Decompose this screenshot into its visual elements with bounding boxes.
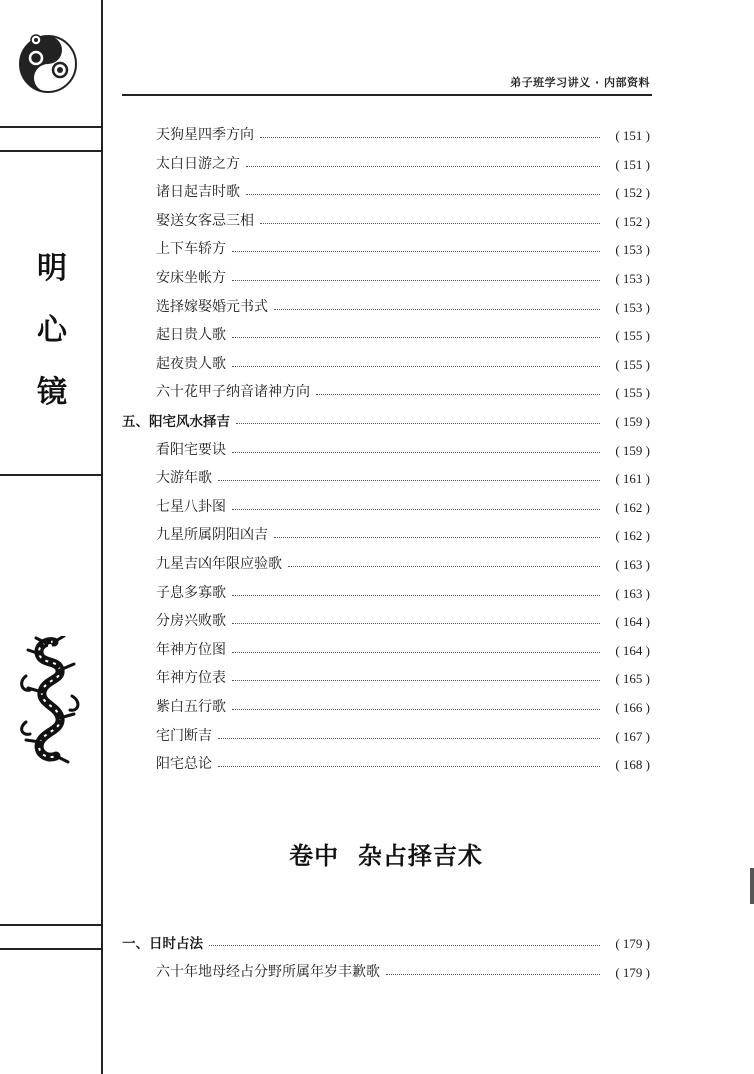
toc-leader xyxy=(232,595,600,596)
toc-leader xyxy=(246,194,600,195)
toc-entry-label: 五、阳宅风水择吉 xyxy=(122,414,230,430)
toc-leader xyxy=(232,652,600,653)
sidebar-divider xyxy=(0,924,101,926)
toc-entry-label: 诸日起吉时歌 xyxy=(156,184,240,201)
toc-leader xyxy=(274,309,600,310)
toc-entry-label: 分房兴败歌 xyxy=(156,613,226,630)
toc-entry-label: 看阳宅要诀 xyxy=(156,441,226,458)
toc-entry-label: 天狗星四季方向 xyxy=(156,127,254,143)
toc-entry[interactable] xyxy=(122,320,650,344)
toc-entry-page: ( 152 ) xyxy=(615,185,650,201)
toc-entry-page: ( 164 ) xyxy=(615,614,650,630)
toc-leader xyxy=(232,280,600,281)
toc-entry-page: ( 153 ) xyxy=(615,271,650,286)
toc-entry-label: 九星吉凶年限应验歌 xyxy=(156,556,282,572)
toc-entry[interactable] xyxy=(122,263,650,287)
toc-entry-page: ( 167 ) xyxy=(615,728,650,744)
toc-entry[interactable] xyxy=(122,578,650,602)
toc-entry[interactable] xyxy=(122,292,650,316)
toc-leader xyxy=(209,945,600,946)
toc-entry[interactable] xyxy=(122,663,650,687)
toc-entry-page: ( 162 ) xyxy=(615,499,650,515)
toc-entry-label: 一、日时占法 xyxy=(122,936,203,952)
toc-entry-page: ( 168 ) xyxy=(615,757,650,773)
toc-section-entry[interactable] xyxy=(122,406,650,430)
toc-leader xyxy=(260,137,600,138)
toc-leader xyxy=(232,366,600,367)
toc-entry[interactable] xyxy=(122,120,650,144)
toc-leader xyxy=(386,974,600,975)
toc-entry-page: ( 161 ) xyxy=(615,471,650,487)
toc-leader xyxy=(232,251,600,252)
sidebar-divider xyxy=(0,948,101,950)
toc-entry-page: ( 151 ) xyxy=(615,128,650,143)
toc-entry-page: ( 159 ) xyxy=(615,442,650,458)
toc-entry-label: 紫白五行歌 xyxy=(156,699,226,715)
toc-entry-label: 起日贵人歌 xyxy=(156,327,226,344)
toc-entry-page: ( 163 ) xyxy=(615,585,650,601)
side-title xyxy=(30,238,74,424)
side-title-char: 心 xyxy=(37,313,67,348)
toc-leader xyxy=(232,680,600,681)
toc-entry-page: ( 163 ) xyxy=(615,557,650,572)
toc-entry[interactable] xyxy=(122,349,650,373)
toc-entry-label: 七星八卦图 xyxy=(156,498,226,515)
toc-entry[interactable] xyxy=(122,463,650,487)
toc-leader xyxy=(232,509,600,510)
toc-entry[interactable] xyxy=(122,206,650,230)
toc-entry-page: ( 159 ) xyxy=(615,414,650,429)
toc-entry[interactable] xyxy=(122,549,650,573)
toc-entry[interactable] xyxy=(122,492,650,516)
section-heading: 卷中 杂占择吉术 xyxy=(289,842,483,870)
toc-entry-page: ( 152 ) xyxy=(615,213,650,229)
toc-entry-label: 娶送女客忌三相 xyxy=(156,212,254,229)
toc-entry-page: ( 165 ) xyxy=(615,671,650,687)
toc-entry-label: 年神方位图 xyxy=(156,641,226,658)
toc-leader xyxy=(274,537,600,538)
toc-entry-label: 太白日游之方 xyxy=(156,155,240,172)
toc-entry-label: 阳宅总论 xyxy=(156,756,212,773)
toc-entry[interactable] xyxy=(122,606,650,630)
toc-entry-page: ( 155 ) xyxy=(615,328,650,344)
toc-entry-label: 年神方位表 xyxy=(156,670,226,687)
toc-entry[interactable] xyxy=(122,149,650,173)
toc-leader xyxy=(236,423,600,424)
toc-section-entry[interactable] xyxy=(122,928,650,952)
toc-leader xyxy=(246,166,600,167)
header-rule xyxy=(122,94,652,96)
toc-entry[interactable] xyxy=(122,721,650,745)
toc-entry-label: 六十年地母经占分野所属年岁丰歉歌 xyxy=(156,963,380,980)
toc-entry-label: 六十花甲子纳音诸神方向 xyxy=(156,384,310,401)
sidebar-border xyxy=(101,0,103,1074)
toc-entry-label: 子息多寡歌 xyxy=(156,584,226,601)
toc-entry[interactable] xyxy=(122,520,650,544)
toc-leader xyxy=(232,452,600,453)
sidebar-divider xyxy=(0,150,101,152)
toc-entry-page: ( 153 ) xyxy=(615,299,650,315)
toc-entry-page: ( 162 ) xyxy=(615,528,650,544)
toc-entry-page: ( 155 ) xyxy=(615,356,650,372)
toc-entry-page: ( 164 ) xyxy=(615,642,650,658)
toc-entry-label: 宅门断吉 xyxy=(156,727,212,744)
toc-entry-label: 起夜贵人歌 xyxy=(156,355,226,372)
toc-leader xyxy=(260,223,600,224)
sidebar-divider xyxy=(0,126,101,128)
toc-leader xyxy=(218,766,600,767)
toc-entry[interactable] xyxy=(122,692,650,716)
toc-entry[interactable] xyxy=(122,177,650,201)
toc-leader xyxy=(232,337,600,338)
toc-entry-label: 选择嫁娶婚元书式 xyxy=(156,298,268,315)
toc-leader xyxy=(316,394,600,395)
side-title-char: 镜 xyxy=(37,375,67,410)
toc-leader xyxy=(218,738,600,739)
sidebar-divider xyxy=(0,474,101,476)
dragon-ornament-icon xyxy=(14,636,86,764)
toc-leader xyxy=(232,623,600,624)
page-edge-mark xyxy=(750,868,754,904)
toc-entry[interactable] xyxy=(122,635,650,659)
running-header: 弟子班学习讲义 · 内部资料 xyxy=(510,76,650,89)
toc-entry-page: ( 179 ) xyxy=(615,964,650,980)
toc-entry-page: ( 179 ) xyxy=(615,936,650,951)
toc-entry-label: 上下车轿方 xyxy=(156,241,226,258)
toc-entry[interactable] xyxy=(122,749,650,773)
toc-entry-page: ( 155 ) xyxy=(615,385,650,401)
taiji-logo-icon xyxy=(16,30,80,94)
toc-entry[interactable] xyxy=(122,957,650,981)
toc-entry[interactable] xyxy=(122,377,650,401)
toc-entry-page: ( 151 ) xyxy=(615,156,650,172)
toc-entry-label: 大游年歌 xyxy=(156,470,212,487)
toc-leader xyxy=(232,709,600,710)
side-title-char: 明 xyxy=(37,251,67,286)
toc-entry-label: 安床坐帐方 xyxy=(156,270,226,286)
toc-entry[interactable] xyxy=(122,234,650,258)
toc-entry-label: 九星所属阴阳凶吉 xyxy=(156,527,268,544)
toc-leader xyxy=(218,480,600,481)
toc-entry-page: ( 166 ) xyxy=(615,700,650,715)
toc-leader xyxy=(288,566,600,567)
toc-entry[interactable] xyxy=(122,435,650,459)
toc-entry-page: ( 153 ) xyxy=(615,242,650,258)
